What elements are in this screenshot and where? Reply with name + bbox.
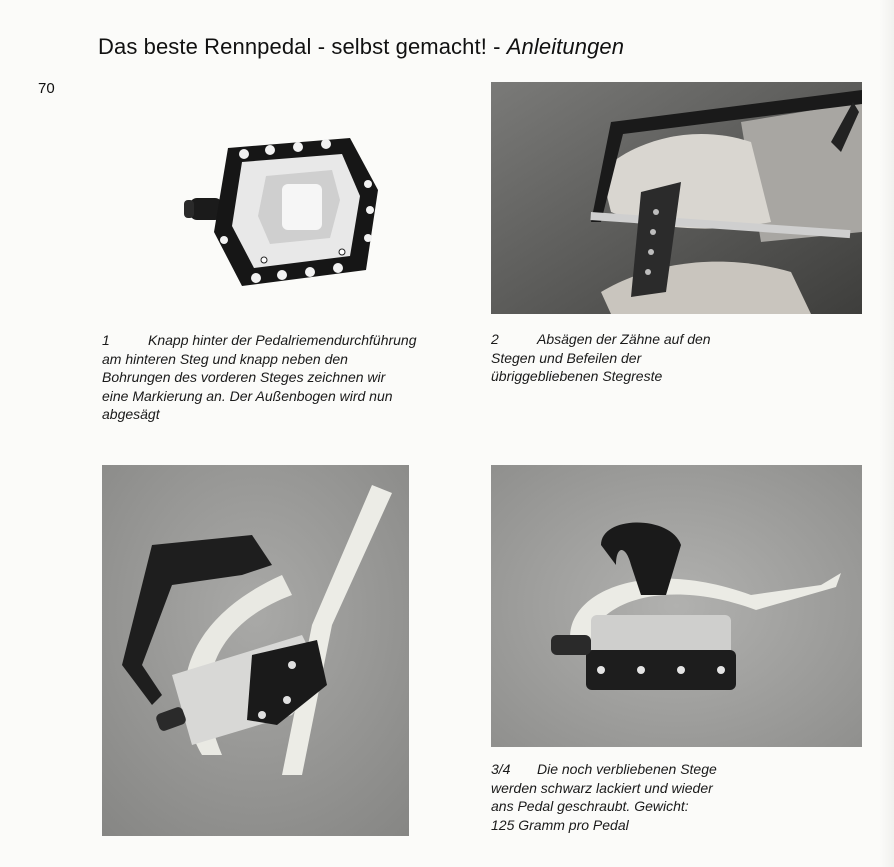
photo-pedal-original (170, 120, 400, 300)
caption-1-line: am hinteren Steg und knapp neben den (102, 350, 348, 367)
caption-1-line: abgesägt (102, 406, 160, 422)
pedal-illustration (170, 120, 400, 300)
page-number: 70 (38, 80, 55, 97)
caption-1-line: Bohrungen des vorderen Steges zeichnen wir (102, 369, 386, 385)
caption-3-line: werden schwarz lackiert und wieder (491, 779, 713, 796)
caption-1-number: 1 (102, 332, 110, 348)
header-title: Das beste Rennpedal - selbst gemacht! - (98, 34, 507, 59)
caption-1-line: eine Markierung an. Der Außenbogen wird nun (102, 387, 393, 404)
caption-2 (491, 330, 711, 386)
photo-sawing-teeth (491, 82, 862, 314)
caption-2-line: Absägen der Zähne auf den (537, 331, 711, 347)
caption-3 (491, 760, 717, 834)
scan-edge (880, 0, 894, 867)
finished-pedal-illustration (491, 465, 862, 747)
caption-3-line: Die noch verbliebenen Stege (537, 761, 717, 777)
toeclip-illustration (102, 465, 409, 836)
header-section: Anleitungen (506, 34, 625, 59)
caption-3-number: 3/4 (491, 761, 511, 777)
photo-finished-pedal (491, 465, 862, 747)
page-header (98, 34, 624, 60)
caption-3-line: 125 Gramm pro Pedal (491, 816, 629, 833)
caption-1-line: Knapp hinter der Pedalriemendurchführung (148, 332, 417, 348)
sawing-illustration (491, 82, 862, 314)
caption-3-line: ans Pedal geschraubt. Gewicht: (491, 798, 689, 814)
caption-2-line: Stegen und Befeilen der (491, 349, 642, 366)
photo-pedal-with-toeclip (102, 465, 409, 836)
caption-2-line: übriggebliebenen Stegreste (491, 368, 663, 384)
caption-1 (102, 331, 417, 424)
caption-2-number: 2 (491, 331, 499, 347)
